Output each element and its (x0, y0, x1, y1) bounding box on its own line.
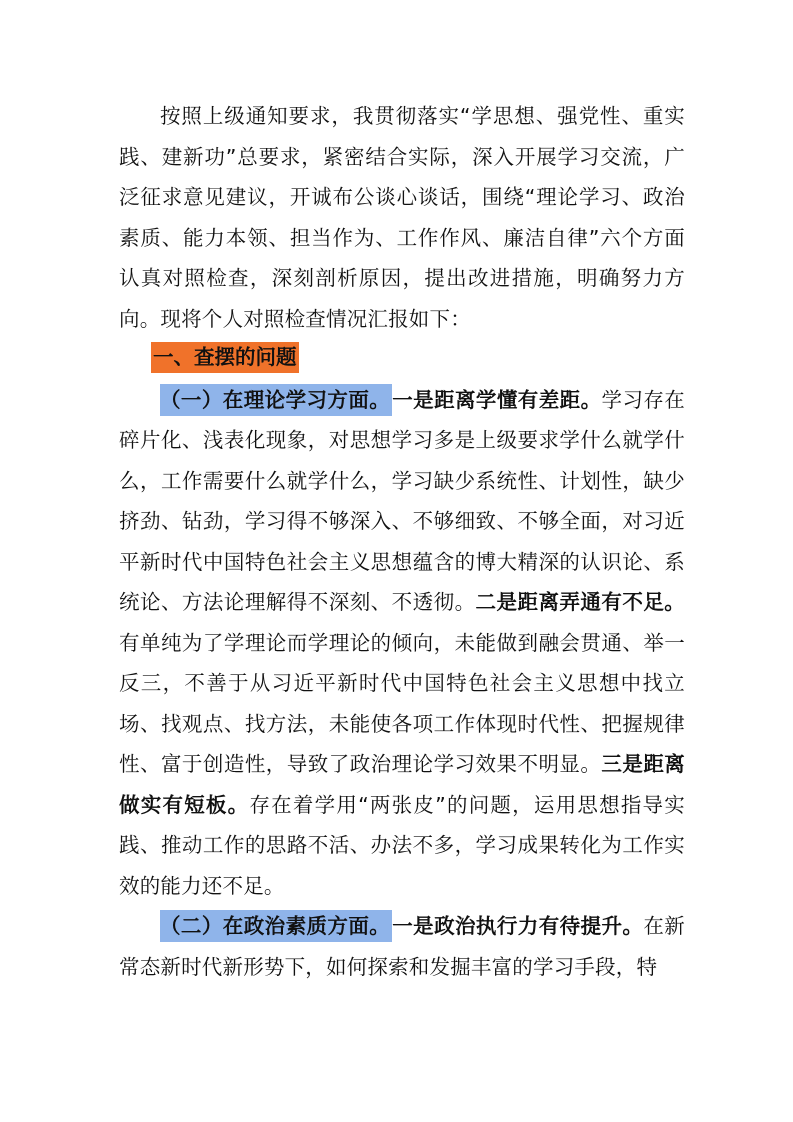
section-heading (119, 339, 685, 380)
point-title: 一是距离学懂有差距。 (392, 387, 602, 412)
document-page (119, 96, 685, 987)
intro-paragraph: 按照上级通知要求，我贯彻落实“学思想、强党性、重实践、建新功”总要求，紧密结合实际，深入开展学习交流，广泛征求意见建议，开诚布公谈心谈话，围绕“理论学习、政治素质、能力本领、担当作为、工作作风、廉洁自律”六个方面认真对照检查，深刻剖析原因，提出改进措施，明确努力方向。现将个人对照检查情况汇报如下： (119, 104, 685, 331)
point-text: 存在着学用“两张皮”的问题，运用思想指导实践、推动工作的思路不活、办法不多，学习成果转化为工作实效的能力还不足。 (119, 792, 685, 898)
subsection-theory-study (119, 380, 685, 907)
subsection-title-political: （二）在政治素质方面。 (160, 910, 392, 942)
subsection-political-quality (119, 906, 685, 987)
point-text: 有单纯为了学理论而学理论的倾向，未能做到融会贯通、举一反三，不善于从习近平新时代中国特色社会主义思想中找立场、找观点、找方法，未能使各项工作体现时代性、把握规律性、富于创造性，导致了政治理论学习效果不明显。 (119, 630, 685, 776)
point-text: 学习存在碎片化、浅表化现象，对思想学习多是上级要求学什么就学什么，工作需要什么就学什么，学习缺少系统性、计划性，缺少挤劲、钻劲，学习得不够深入、不够细致、不够全面，对习近平新时代中国特色社会主义思想蕴含的博大精深的认识论、系统论、方法论理解得不深刻、不透彻。 (119, 387, 686, 614)
point-text: 在新常态新时代新形势下，如何探索和发掘丰富的学习手段，特 (119, 914, 686, 979)
point-title: 三是距离做实有短板。 (119, 752, 685, 817)
point-title: 二是距离弄通有不足。 (475, 590, 686, 614)
point-title: 一是政治执行力有待提升。 (392, 914, 644, 938)
section-heading-label: 一、查摆的问题 (151, 342, 299, 373)
subsection-title-theory: （一）在理论学习方面。 (160, 384, 392, 416)
